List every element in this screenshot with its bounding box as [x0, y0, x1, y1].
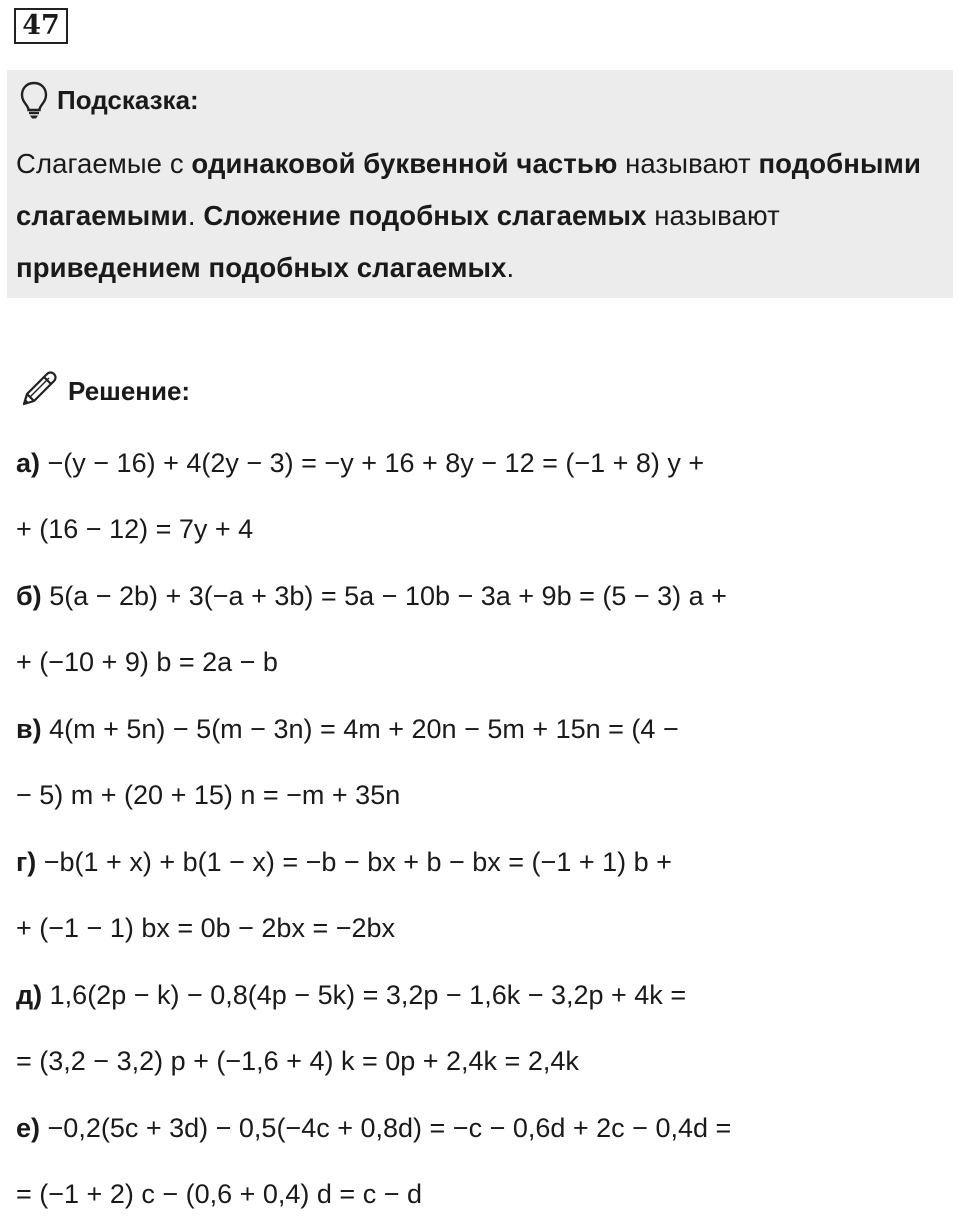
- solution-title: Решение:: [68, 375, 191, 406]
- solution-line: [16, 446, 704, 480]
- solution-line: [16, 978, 686, 1012]
- solution-line: [16, 845, 672, 879]
- hint-title: Подсказка:: [57, 84, 199, 115]
- hint-term: приведением подобных слагаемых: [16, 252, 507, 283]
- hint-text-run: .: [187, 200, 204, 231]
- expression: 1,6(2p − k) − 0,8(4p − 5k) = 3,2p − 1,6k − 3,2p + 4k =: [49, 980, 687, 1010]
- solution-line: [16, 645, 278, 679]
- solution-line: [16, 512, 253, 546]
- expression: −b(1 + x) + b(1 − x) = −b − bx + b − bx = (−1 + 1) b +: [43, 847, 672, 877]
- solution-line: [16, 579, 727, 613]
- task-number: 47: [14, 8, 68, 44]
- solution-header: [16, 368, 190, 414]
- solution-line: [16, 1177, 422, 1211]
- lightbulb-icon: [19, 80, 49, 120]
- solution-line: [16, 1044, 579, 1078]
- part-label: е): [16, 1113, 41, 1143]
- expression: 4(m + 5n) − 5(m − 3n) = 4m + 20n − 5m + 15n = (4 −: [49, 714, 679, 744]
- hint-header: [19, 80, 199, 120]
- hint-box: [7, 70, 953, 298]
- hint-text-run: Слагаемые с: [16, 148, 192, 179]
- expression: − 5) m + (20 + 15) n = −m + 35n: [16, 780, 401, 810]
- pencil-icon: [16, 366, 62, 417]
- expression: + (−1 − 1) bx = 0b − 2bx = −2bx: [16, 913, 396, 943]
- hint-text-run: называют: [646, 200, 780, 231]
- expression: + (−10 + 9) b = 2a − b: [16, 647, 278, 677]
- hint-term: одинаковой буквенной частью: [191, 148, 618, 179]
- expression: 5(a − 2b) + 3(−a + 3b) = 5a − 10b − 3a + 9b = (5 − 3) a +: [49, 581, 727, 611]
- hint-text: [16, 138, 946, 294]
- solution-line: [16, 778, 400, 812]
- solution-line: [16, 911, 395, 945]
- expression: = (3,2 − 3,2) p + (−1,6 + 4) k = 0p + 2,4k = 2,4k: [16, 1046, 579, 1076]
- hint-term: Сложение подобных слагаемых: [203, 200, 647, 231]
- solution-line: [16, 712, 679, 746]
- expression: −(y − 16) + 4(2y − 3) = −y + 16 + 8y − 12 = (−1 + 8) y +: [47, 448, 705, 478]
- solution-line: [16, 1111, 731, 1145]
- part-label: а): [16, 448, 41, 478]
- part-label: в): [16, 714, 42, 744]
- expression: = (−1 + 2) c − (0,6 + 0,4) d = c − d: [16, 1179, 422, 1209]
- part-label: г): [16, 847, 37, 877]
- expression: −0,2(5c + 3d) − 0,5(−4c + 0,8d) = −c − 0,6d + 2c − 0,4d =: [47, 1113, 732, 1143]
- hint-text-run: .: [506, 252, 515, 283]
- part-label: б): [16, 581, 42, 611]
- expression: + (16 − 12) = 7y + 4: [16, 514, 254, 544]
- hint-text-run: называют: [617, 148, 759, 179]
- part-label: д): [16, 980, 43, 1010]
- hint-term: подобными слагаемыми: [16, 148, 921, 231]
